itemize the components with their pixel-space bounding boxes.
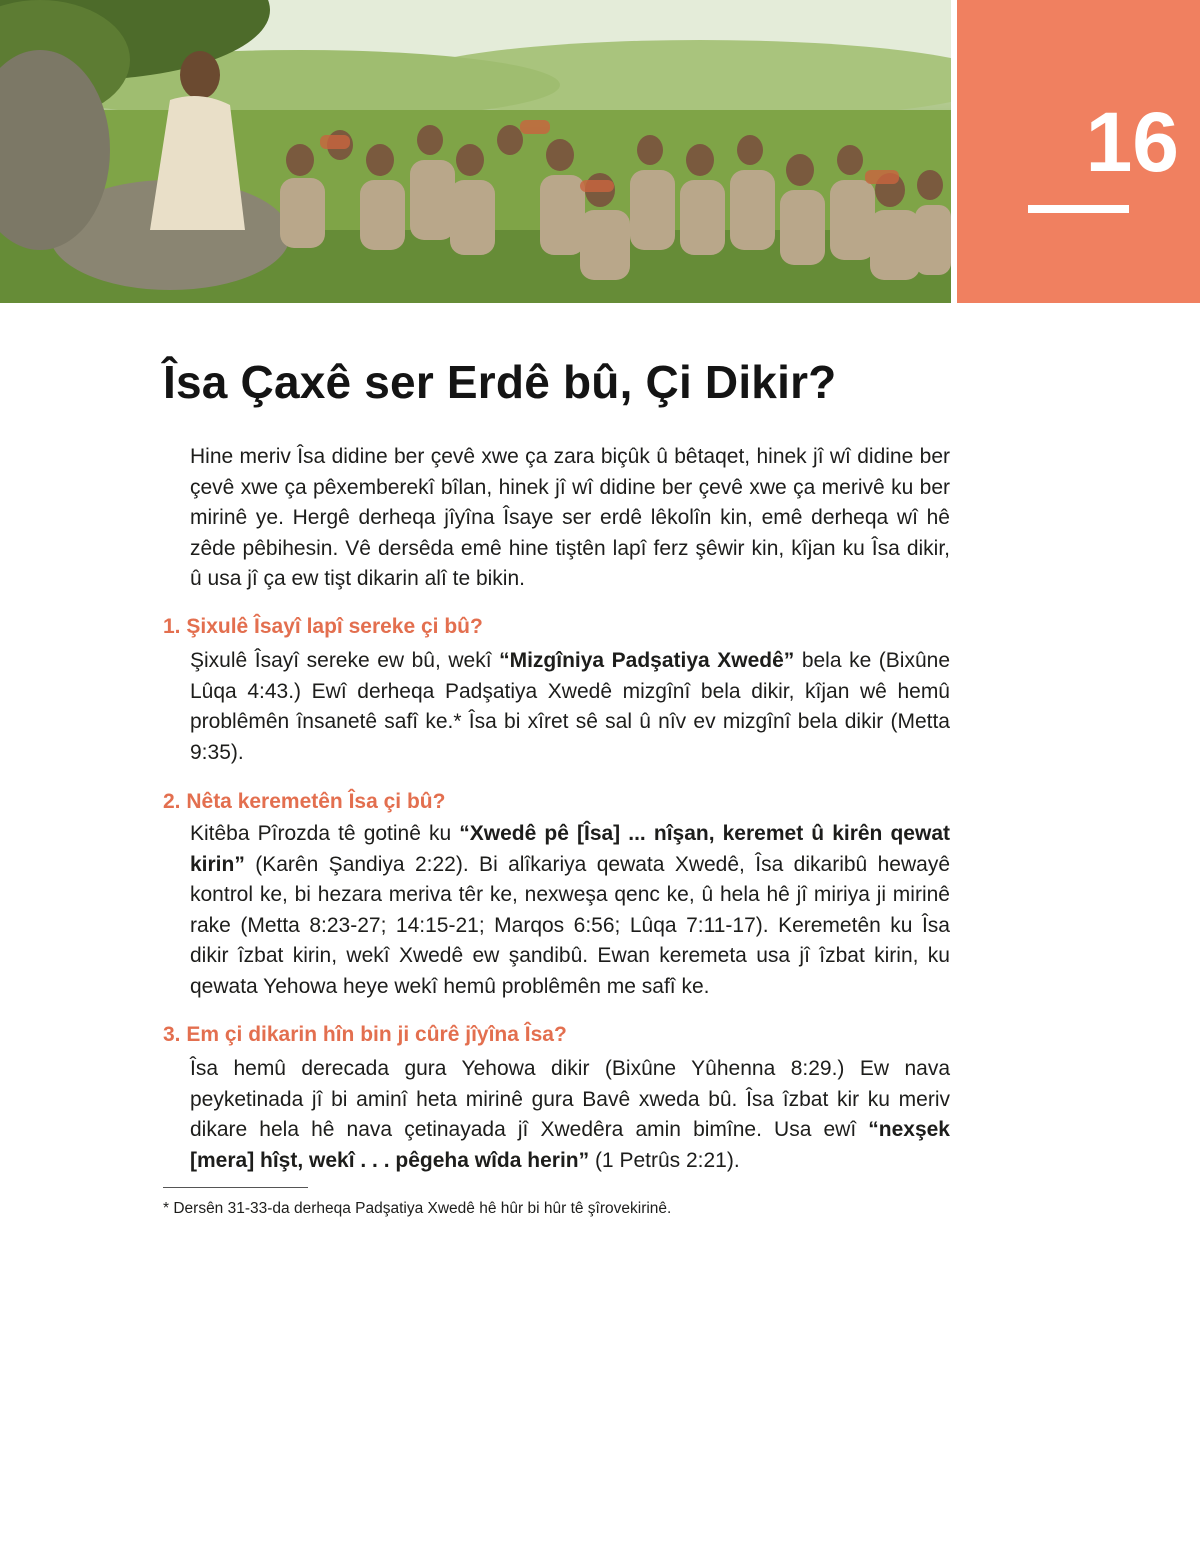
question-heading-1: 1. Şixulê Îsayî lapî sereke çi bû? [163, 615, 483, 638]
hero-illustration [0, 0, 951, 303]
intro-paragraph: Hine meriv Îsa didine ber çevê xwe ça zara biçûk û bêtaqet, hinek jî wî didine ber çevê xwe ça pêxemberekî bîlan, hinek jî wî didine ber çevê xwe ça merivê ku ber mirinê ye. Hergê derheqa jîyîna Îsaye ser erdê lêkolîn kin, emê derheqa wî hê zêde pêbihesin. Vê dersêda emê hine tiştên lapî ferz şêwir kin, kîjan ku Îsa dikir, û usa jî ça ew tişt dikarin alî te bikin. [190, 445, 950, 590]
answer-text: Şixulê Îsayî sereke ew bû, wekî [190, 649, 500, 672]
page-title: Îsa Çaxê ser Erdê bû, Çi Dikir? [163, 356, 837, 408]
footnote: * Dersên 31-33-da derheqa Padşatiya Xwedê hê hûr bi hûr tê şîrovekirinê. [163, 1200, 672, 1217]
hero-image [0, 0, 951, 303]
lesson-number-box [957, 0, 1200, 303]
lesson-number-underline [1028, 205, 1129, 213]
answer-text: (1 Petrûs 2:21). [589, 1148, 740, 1172]
answer-paragraph-3 [190, 1054, 950, 1176]
answer-text: Kitêba Pîrozda tê gotinê ku [190, 822, 460, 845]
lesson-number: 16 [1085, 95, 1179, 189]
answer-paragraph-2 [190, 819, 950, 1002]
answer-bold-quote: “Mizgîniya Padşatiya Xwedê” [499, 649, 795, 672]
question-heading-2: 2. Nêta keremetên Îsa çi bû? [163, 790, 446, 813]
answer-text: (Karên Şandiya 2:22). Bi alîkariya qewata Xwedê, Îsa dikaribû hewayê kontrol ke, bi hezara meriva têr ke, nexweşa qenc ke, û hela hê jî miriya ji mirinê rake (Metta 8:23-27; 14:15-21; Marqos 6:56; Lûqa 7:11-17). Keremetên ku Îsa dikir îzbat kirin, wekî Xwedê ew şandibû. Ewan keremeta usa jî îzbat kirin, ku qewata Yehowa heye wekî hemû problêmên me safî ke. [190, 852, 950, 998]
answer-text: bela ke (Bixûne Lûqa 4:43.) Ewî derheqa Padşatiya Xwedê mizgînî bela dikir, kîjan wê hemû problêmên însanetê safî ke.* Îsa bi xîret sê sal û nîv ev mizgînî bela dikir (Metta 9:35). [190, 649, 951, 764]
footnote-divider [163, 1187, 308, 1188]
answer-text: Îsa hemû derecada gura Yehowa dikir (Bixûne Yûhenna 8:29.) Ew nava peyketinada jî bi aminî heta mirinê gura Bavê xweda bû. Îsa îzbat kir ku meriv dikare hela hê nava çetinayada jî Xwedêra amin bimîne. Usa ewî [190, 1057, 950, 1141]
answer-paragraph-1 [190, 646, 950, 768]
answer-bold-quote: “nexşek [mera] hîşt, wekî . . . pêgeha wîda herin” [190, 1118, 950, 1172]
answer-bold-quote: “Xwedê pê [Îsa] ... nîşan, keremet û kirên qewat kirin” [190, 822, 950, 876]
question-heading-3: 3. Em çi dikarin hîn bin ji cûrê jîyîna Îsa? [163, 1023, 567, 1046]
